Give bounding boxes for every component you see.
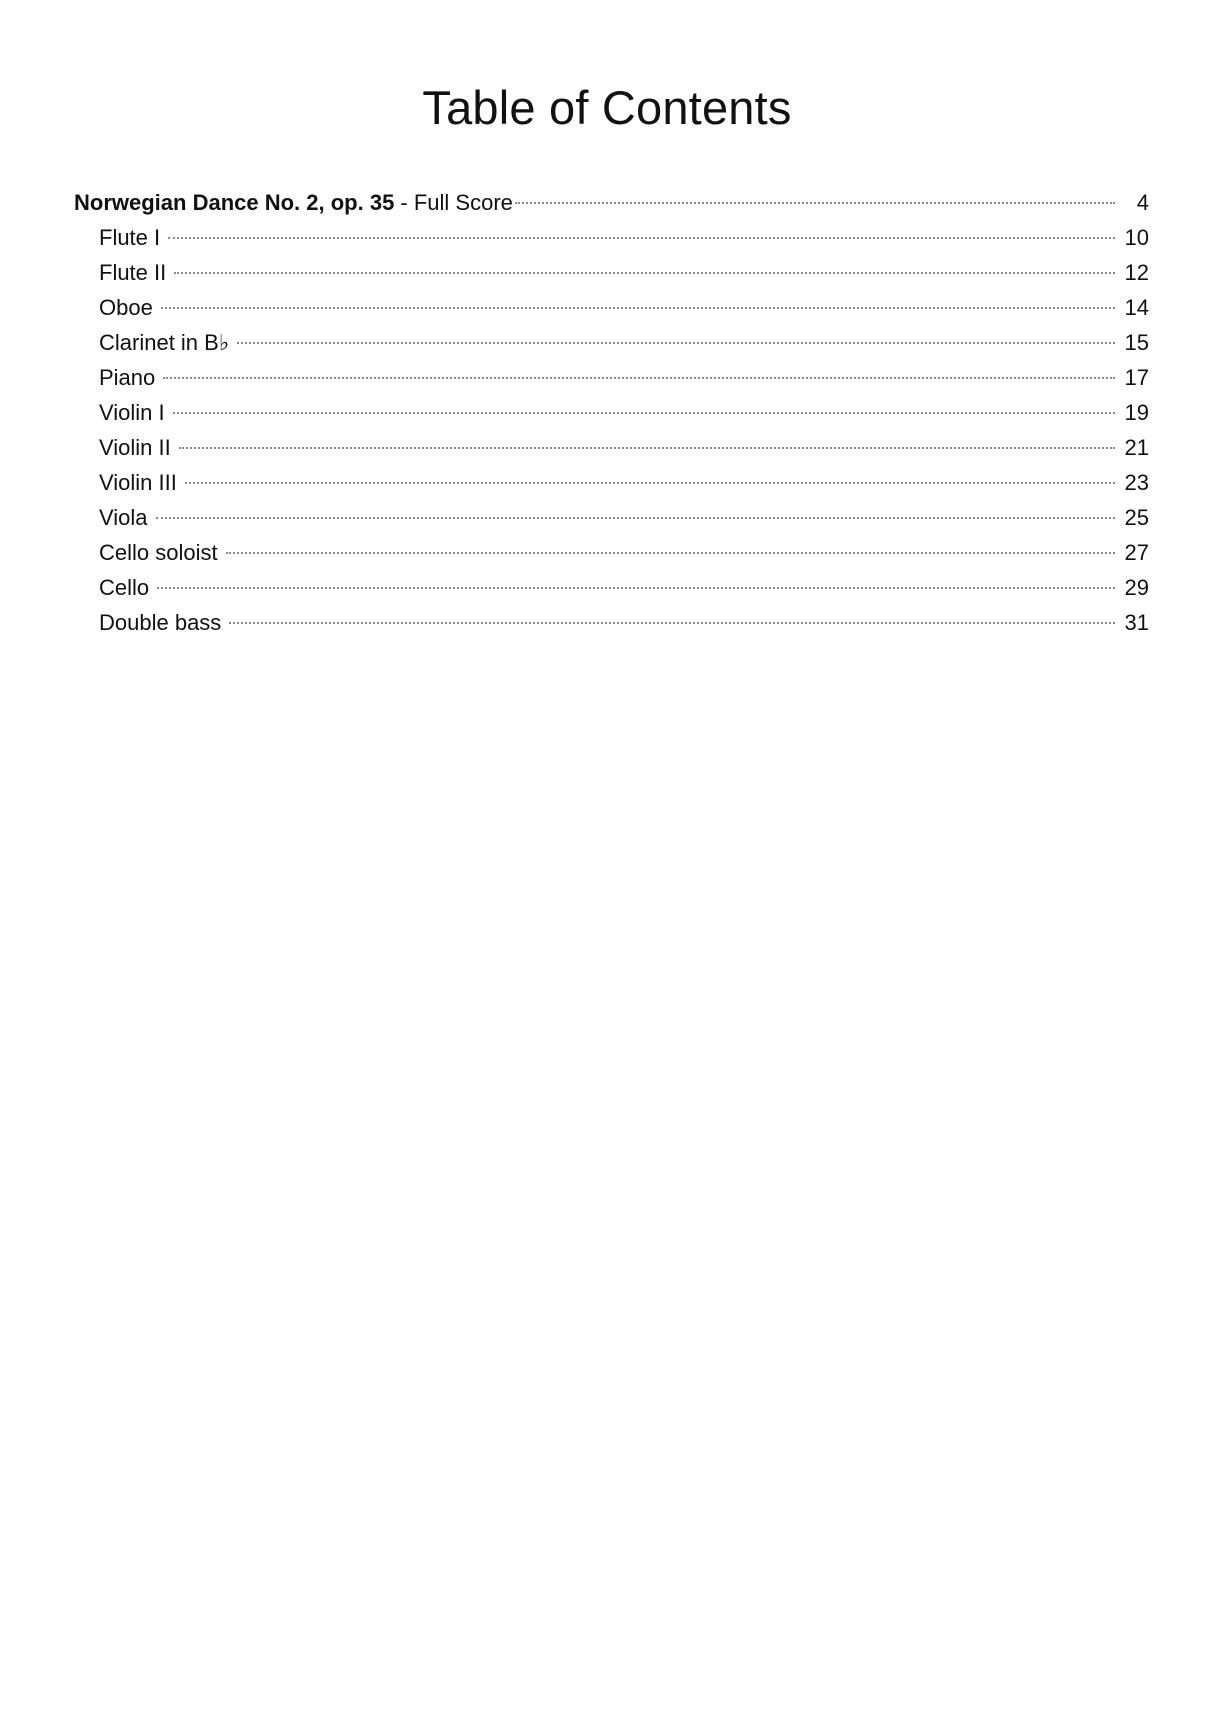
page-title: Table of Contents (422, 81, 792, 134)
page-number: 14 (1124, 295, 1149, 320)
toc-entry-label: Cello (99, 575, 150, 600)
page-number: 12 (1124, 260, 1149, 285)
toc-entry-full-score[interactable] (74, 185, 1149, 220)
toc-entry-label: Clarinet in B♭ (99, 330, 230, 355)
page-number: 4 (1136, 190, 1149, 215)
toc-entry-label: Violin I (99, 400, 165, 425)
page-number: 17 (1124, 365, 1149, 390)
dot-leader (229, 622, 1115, 624)
dot-leader (156, 517, 1115, 519)
toc-entry-cello[interactable] (74, 570, 1149, 605)
dot-leader (161, 307, 1115, 309)
toc-entry-label: Piano (99, 365, 156, 390)
toc-entry-label: Flute I (99, 225, 161, 250)
page-number: 25 (1124, 505, 1149, 530)
dot-leader (168, 237, 1115, 239)
toc-entry-flute-2[interactable] (74, 255, 1149, 290)
page-number: 27 (1124, 540, 1149, 565)
toc-entry-viola[interactable] (74, 500, 1149, 535)
dot-leader (173, 412, 1115, 414)
dot-leader (157, 587, 1115, 589)
page-number: 10 (1124, 225, 1149, 250)
page-number: 31 (1124, 610, 1149, 635)
dot-leader (163, 377, 1115, 379)
page-number: 29 (1124, 575, 1149, 600)
toc-entry-piano[interactable] (74, 360, 1149, 395)
toc-entry-label (74, 185, 513, 220)
work-title: Norwegian Dance No. 2, op. 35 (74, 190, 395, 215)
toc-entry-label: Double bass (99, 610, 222, 635)
dot-leader (179, 447, 1115, 449)
dot-leader (237, 342, 1115, 344)
page-number: 23 (1124, 470, 1149, 495)
toc-entry-label: Violin II (99, 435, 171, 460)
toc-entry-violin-2[interactable] (74, 430, 1149, 465)
work-title-suffix: - Full Score (394, 190, 513, 215)
dot-leader (174, 272, 1115, 274)
dot-leader (185, 482, 1115, 484)
toc-entry-oboe[interactable] (74, 290, 1149, 325)
page-number: 19 (1124, 400, 1149, 425)
toc-entry-label: Violin III (99, 470, 177, 495)
toc-entry-label: Flute II (99, 260, 167, 285)
toc-entry-clarinet[interactable] (74, 325, 1149, 360)
toc-entry-flute-1[interactable] (74, 220, 1149, 255)
toc-entry-violin-1[interactable] (74, 395, 1149, 430)
toc-entry-label: Viola (99, 505, 148, 530)
toc-entry-label: Oboe (99, 295, 153, 320)
dot-leader (226, 552, 1115, 554)
toc-entry-double-bass[interactable] (74, 605, 1149, 640)
toc-entry-label: Cello soloist (99, 540, 218, 565)
toc-entry-violin-3[interactable] (74, 465, 1149, 500)
page-number: 21 (1124, 435, 1149, 460)
toc-list (74, 185, 1149, 640)
dot-leader (515, 202, 1115, 204)
toc-entry-cello-soloist[interactable] (74, 535, 1149, 570)
page-number: 15 (1124, 330, 1149, 355)
